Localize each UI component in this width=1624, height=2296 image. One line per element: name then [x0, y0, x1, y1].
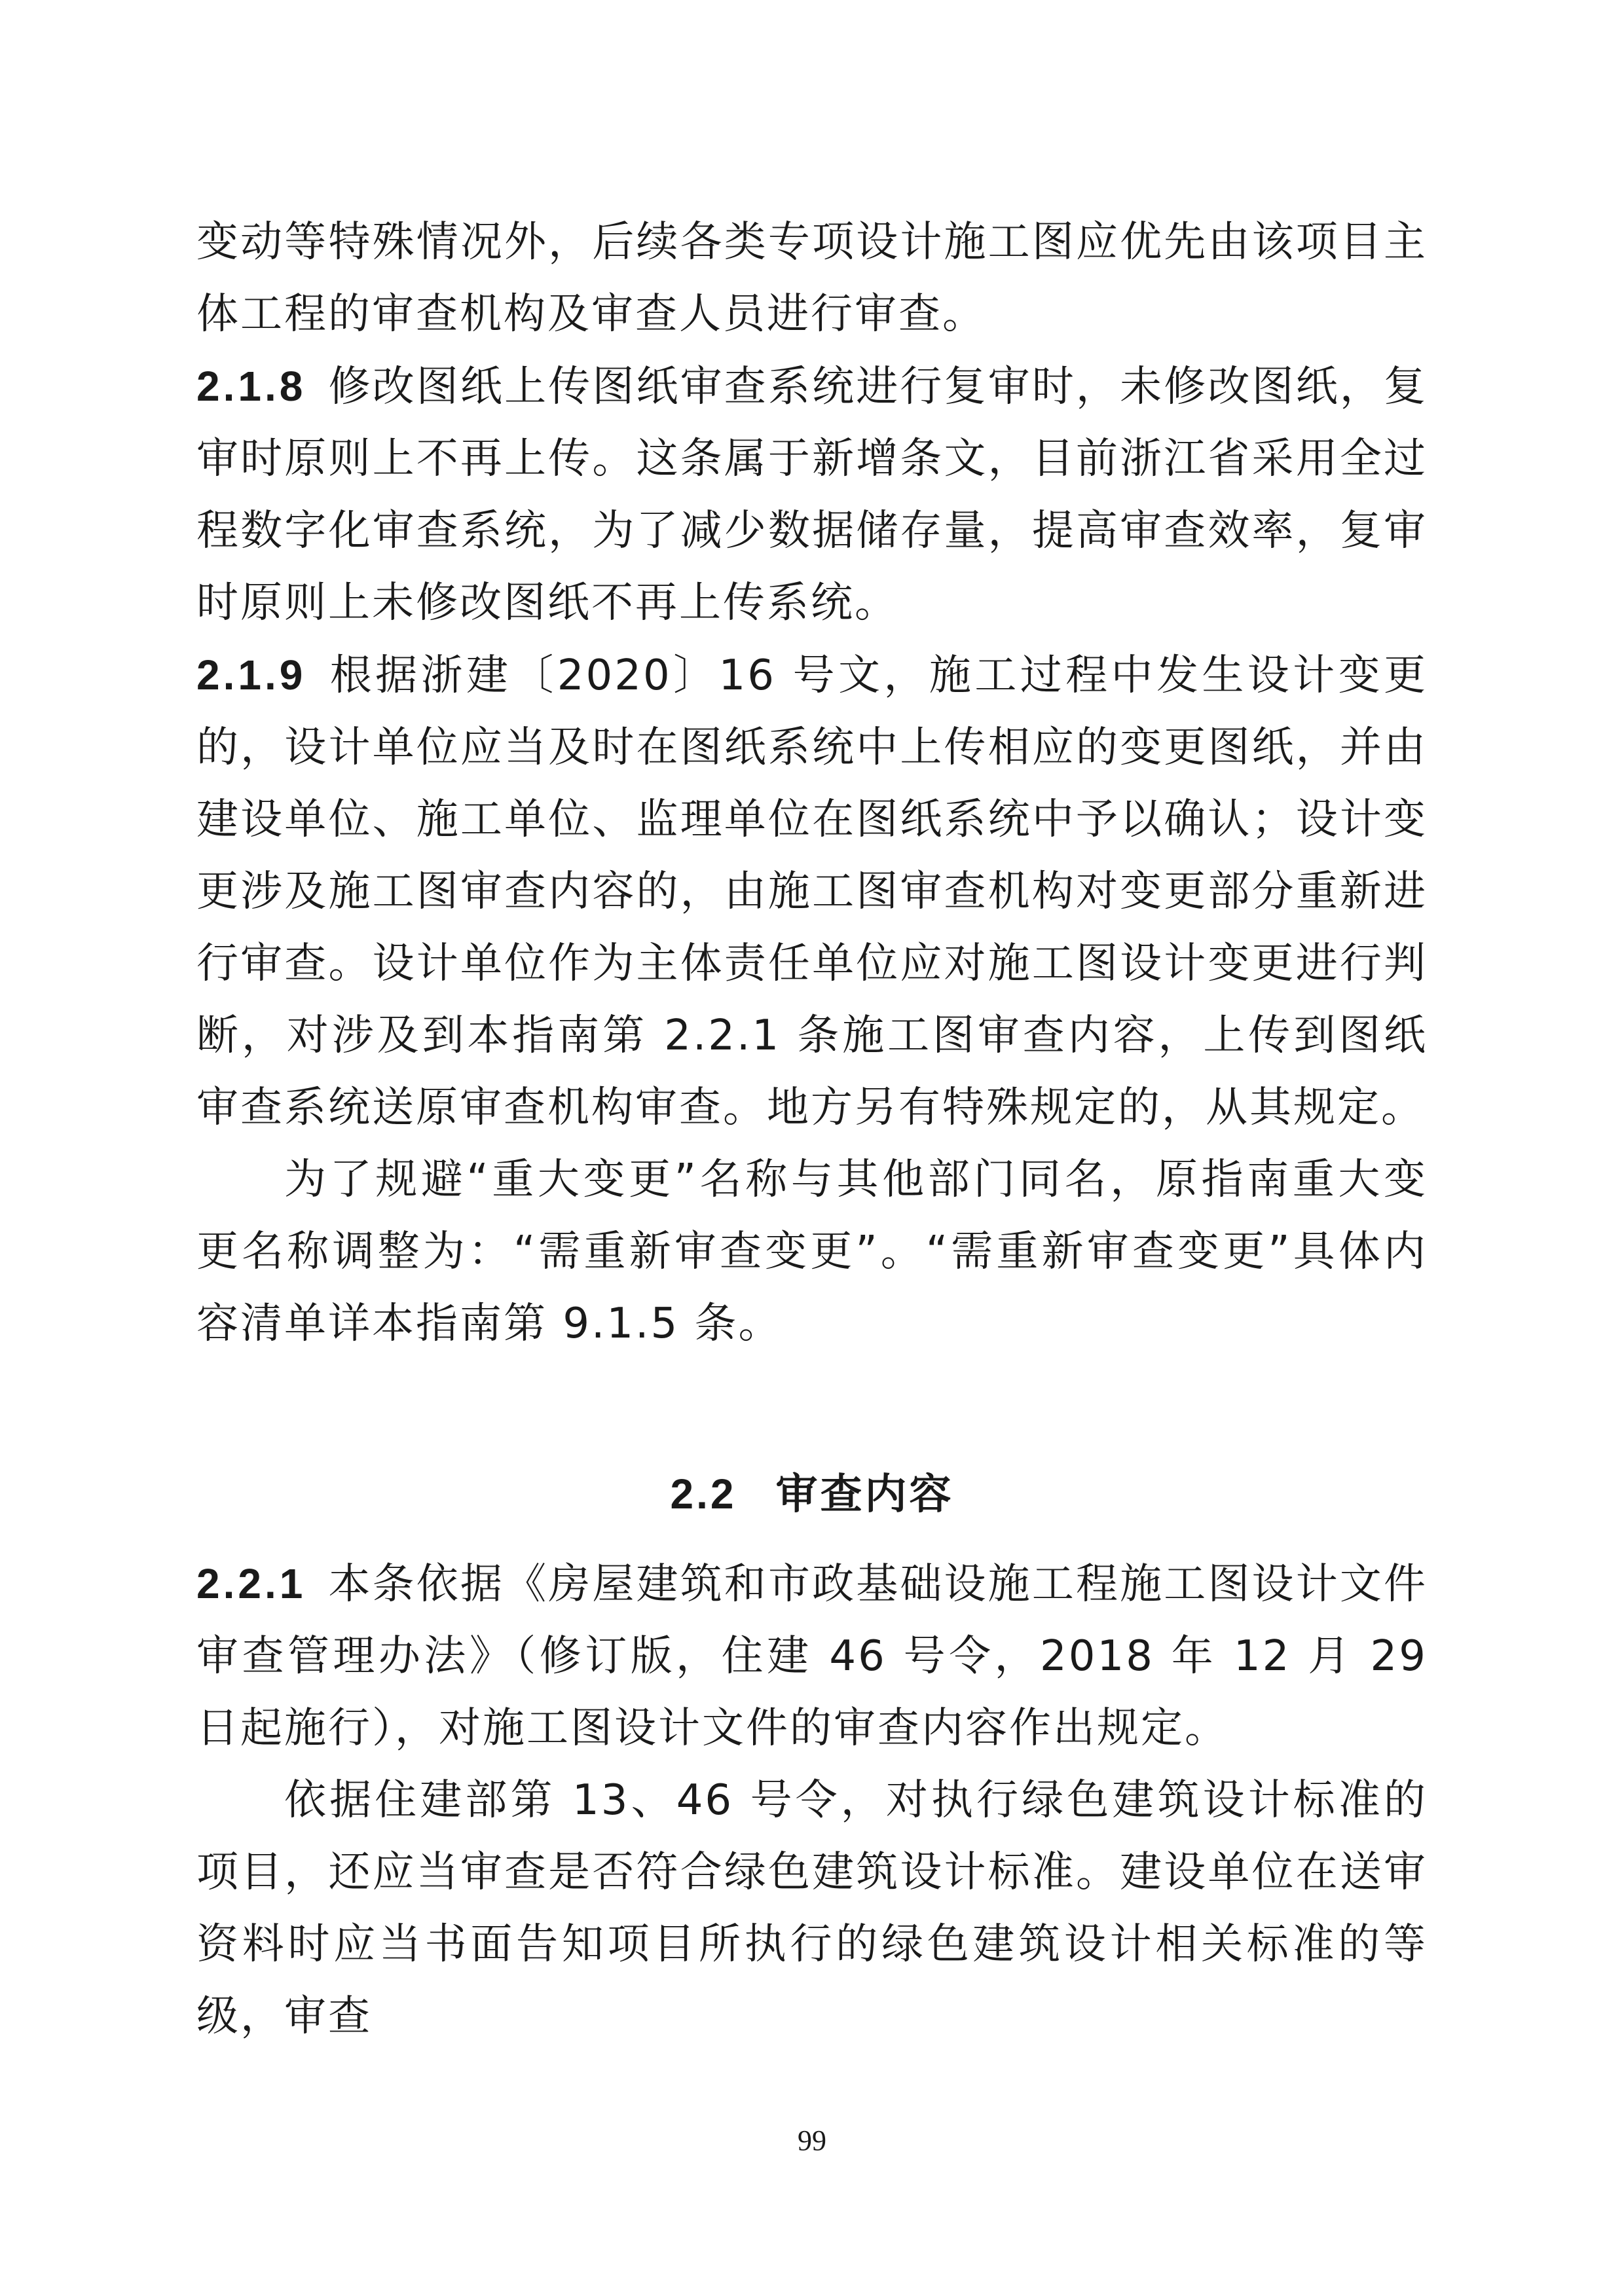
- clause-text: 根据浙建〔2020〕16 号文，施工过程中发生设计变更的，设计单位应当及时在图纸系统中上传相应的变更图纸，并由建设单位、施工单位、监理单位在图纸系统中予以确认；设计变更涉及施工图审查内容的，由施工图审查机构对变更部分重新进行审查。设计单位作为主体责任单位应对施工图设计变更进行判断，对涉及到本指南第 2.2.1 条施工图审查内容，上传到图纸审查系统送原审查机构审查。地方另有特殊规定的，从其规定。: [196, 651, 1428, 1132]
- clause-text: 修改图纸上传图纸审查系统进行复审时，未修改图纸，复审时原则上不再上传。这条属于新增条文，目前浙江省采用全过程数字化审查系统，为了减少数据储存量，提高审查效率，复审时原则上未修改图纸不再上传系统。: [196, 363, 1428, 627]
- clause-text: 本条依据《房屋建筑和市政基础设施工程施工图设计文件审查管理办法》（修订版，住建 46 号令，2018 年 12 月 29 日起施行），对施工图设计文件的审查内容作出规定。: [196, 1560, 1428, 1753]
- clause-2-2-1: [196, 1548, 1428, 1764]
- green-building-paragraph: 依据住建部第 13、46 号令，对执行绿色建筑设计标准的项目，还应当审查是否符合绿色建筑设计标准。建设单位在送审资料时应当书面告知项目所执行的绿色建筑设计相关标准的等级，审查: [196, 1776, 1428, 2041]
- clause-2-1-8: [196, 350, 1428, 639]
- continuation-paragraph: 变动等特殊情况外，后续各类专项设计施工图应优先由该项目主体工程的审查机构及审查人员进行审查。: [196, 218, 1428, 338]
- body-text: [196, 206, 1428, 2052]
- clause-number: 2.2.1: [196, 1560, 306, 1607]
- page-number: 99: [798, 2124, 826, 2157]
- section-heading: [196, 1458, 1428, 1531]
- clause-2-1-9: [196, 639, 1428, 1144]
- clause-number: 2.1.9: [196, 651, 306, 699]
- section-title: 审查内容: [775, 1470, 954, 1519]
- rename-paragraph: 为了规避“重大变更”名称与其他部门同名，原指南重大变更名称调整为：“需重新审查变更”。“需重新审查变更”具体内容清单详本指南第 9.1.5 条。: [196, 1156, 1428, 1348]
- section-number: 2.2: [670, 1470, 737, 1518]
- clause-number: 2.1.8: [196, 363, 306, 410]
